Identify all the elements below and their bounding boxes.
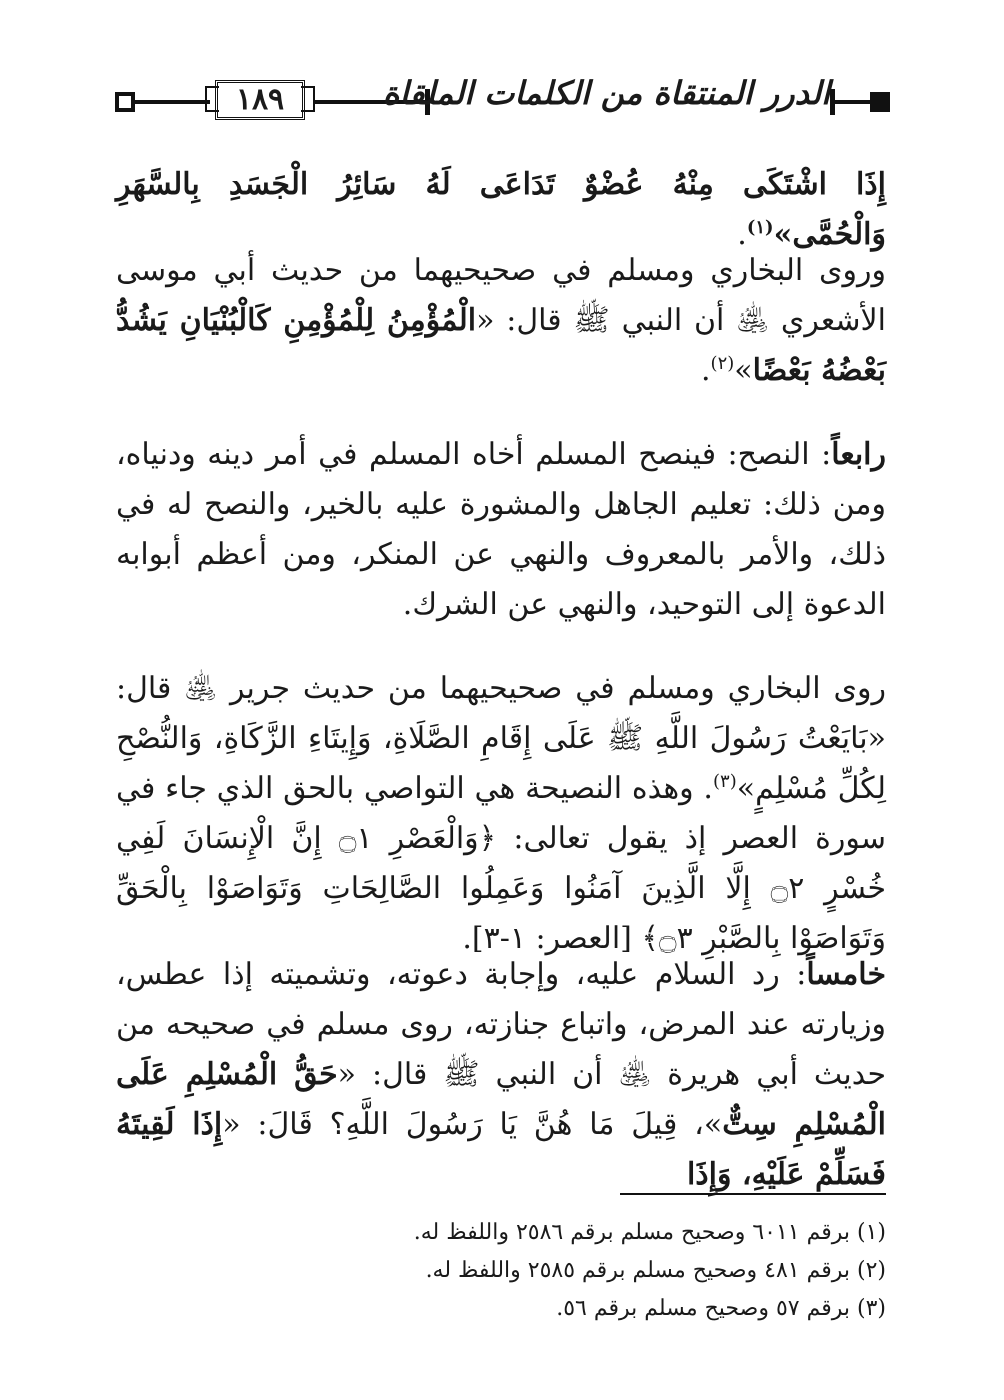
- footnote-2: (٢) برقم ٤٨١ وصحيح مسلم برقم ٢٥٨٥ واللفظ له.: [425, 1258, 886, 1283]
- period: .: [737, 217, 747, 252]
- hadith-quote: الْمُؤْمِنُ لِلْمُؤْمِنِ كَالْبُنْيَانِ يَشُدُّ بَعْضُهُ بَعْضًا: [116, 303, 886, 388]
- footnote-1: (١) برقم ٦٠١١ وصحيح مسلم برقم ٢٥٨٦ واللفظ له.: [413, 1220, 886, 1245]
- footnote-3: (٣) برقم ٥٧ وصحيح مسلم برقم ٥٦.: [556, 1296, 886, 1321]
- paragraph-jarir: [116, 664, 886, 964]
- rights-text: : رد السلام عليه، وإجابة دعوته، وتشميته إذا عطس، وزيارته عند المرض، واتباع جنازته، روى مسلم في صحيحه من حديث أبي هريرة ﵁ أن النبي ﷺ قال: «: [116, 957, 886, 1092]
- hadith-quote-greeting: إِذَا لَقِيتَهُ فَسَلِّمْ عَلَيْهِ، وَإِذَا: [116, 1107, 886, 1192]
- section-lead-fifth: خامساً: [806, 957, 886, 992]
- paragraph-hadith-body: [116, 160, 886, 260]
- paragraph-fourth-advice: [116, 430, 886, 630]
- footnote-ref-3: (٣): [712, 771, 737, 792]
- page-number-frame: [205, 80, 315, 122]
- header-left-rule: [135, 100, 210, 104]
- paragraph-fifth-right: [116, 950, 886, 1200]
- period: .: [701, 353, 711, 388]
- footnote-ref-1: (١): [746, 217, 774, 238]
- jarir-narration: روى البخاري ومسلم في صحيحيهما من حديث جرير ﵁ قال: «بَايَعْتُ رَسُولَ اللَّهِ ﷺ عَلَى إِقَامِ الصَّلَاةِ، وَإِيتَاءِ الزَّكَاةِ، وَالنُّصْحِ لِكُلِّ مُسْلِمٍ»: [116, 671, 886, 806]
- running-header: [115, 72, 890, 128]
- surat-al-asr-text: . وهذه النصيحة هي التواصي بالحق الذي جاء في سورة العصر إذ يقول تعالى: ﴿وَالْعَصْرِ ۝١ إِنَّ الْإِنسَانَ لَفِي خُسْرٍ ۝٢ إِلَّا الَّذِينَ آمَنُوا وَعَمِلُوا الصَّالِحَاتِ وَتَوَاصَوْا بِالْحَقِّ وَتَوَاصَوْا بِالصَّبْرِ ۝٣﴾ [العصر: ١-٣].: [116, 771, 887, 956]
- header-right-square: [870, 92, 890, 112]
- quote-close: »: [734, 353, 753, 388]
- hadith-quote-six-rights: حَقُّ الْمُسْلِمِ عَلَى الْمُسْلِمِ سِتٌّ: [116, 1057, 886, 1142]
- footnote-separator: [620, 1193, 886, 1195]
- section-lead-fourth: رابعاً: [831, 437, 886, 472]
- advice-text: : النصح: فينصح المسلم أخاه المسلم في أمر دينه ودنياه، ومن ذلك: تعليم الجاهل والمشورة عليه بالخير، والنصح له في ذلك، والأمر بالمعروف والنهي عن المنكر، ومن أعظم أبوابه الدعوة إلى التوحيد، والنهي عن الشرك.: [116, 437, 886, 622]
- footnote-ref-2: (٢): [710, 353, 735, 374]
- book-title: الدرر المنتقاة من الكلمات الملقاة: [382, 74, 830, 112]
- header-left-square: [115, 92, 135, 112]
- header-right-rule: [835, 100, 872, 104]
- question-text: »، قِيلَ مَا هُنَّ يَا رَسُولَ اللَّهِ؟ قَالَ: «: [222, 1107, 723, 1142]
- narration-intro: وروى البخاري ومسلم في صحيحيهما من حديث أبي موسى الأشعري ﵁ أن النبي ﷺ قال: «: [116, 253, 886, 338]
- hadith-text: إِذَا اشْتَكَى مِنْهُ عُضْوٌ تَدَاعَى لَهُ سَائِرُ الْجَسَدِ بِالسَّهَرِ وَالْحُمَّى»: [116, 167, 886, 252]
- paragraph-abu-musa: [116, 246, 886, 396]
- page-number: ١٨٩: [235, 82, 285, 117]
